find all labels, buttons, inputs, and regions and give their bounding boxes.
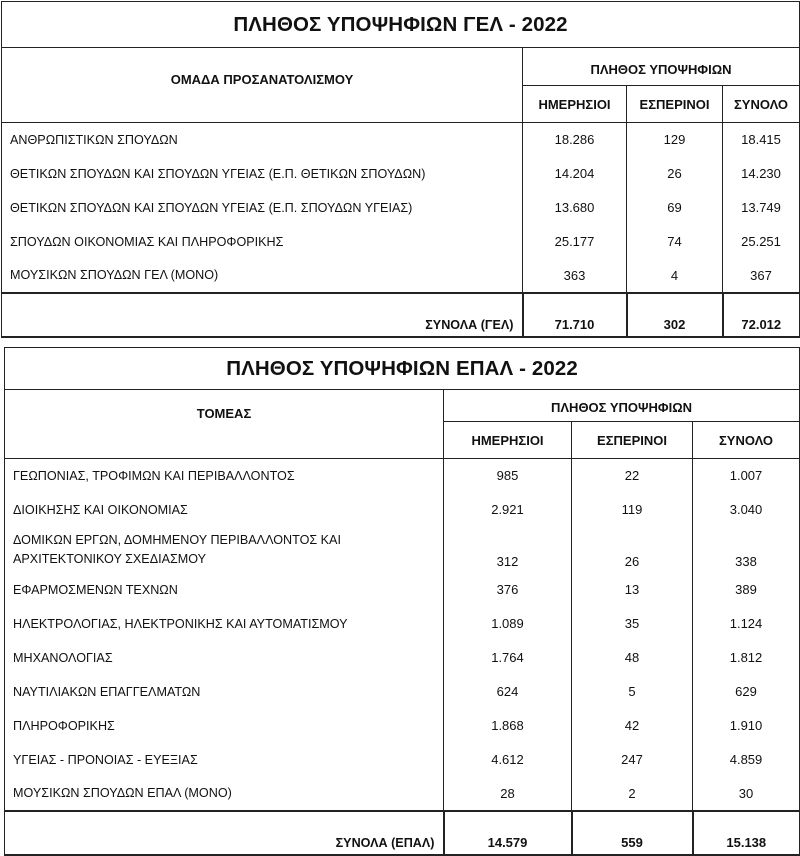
gel-table xyxy=(1,1,800,338)
table-row xyxy=(5,777,800,811)
cell-total: 367 xyxy=(723,259,800,293)
totals-evening: 559 xyxy=(572,811,693,855)
gel-col-total: ΣΥΝΟΛΟ xyxy=(723,86,800,123)
row-label: ΜΟΥΣΙΚΩΝ ΣΠΟΥΔΩΝ ΕΠΑΛ (ΜΟΝΟ) xyxy=(5,777,444,811)
cell-evening: 26 xyxy=(627,157,723,191)
table-row xyxy=(5,743,800,777)
row-label: ΝΑΥΤΙΛΙΑΚΩΝ ΕΠΑΓΓΕΛΜΑΤΩΝ xyxy=(5,675,444,709)
table-row xyxy=(5,675,800,709)
cell-total: 3.040 xyxy=(693,493,800,527)
cell-total: 18.415 xyxy=(723,123,800,157)
epal-group-header: ΤΟΜΕΑΣ xyxy=(5,390,444,459)
cell-day: 985 xyxy=(444,459,572,493)
row-label: ΕΦΑΡΜΟΣΜΕΝΩΝ ΤΕΧΝΩΝ xyxy=(5,573,444,607)
cell-total: 1.910 xyxy=(693,709,800,743)
totals-evening: 302 xyxy=(627,293,723,337)
cell-day: 4.612 xyxy=(444,743,572,777)
epal-table xyxy=(4,347,800,856)
totals-row xyxy=(2,293,800,337)
totals-total: 15.138 xyxy=(693,811,800,855)
gel-count-header: ΠΛΗΘΟΣ ΥΠΟΨΗΦΙΩΝ xyxy=(523,48,800,86)
cell-day: 376 xyxy=(444,573,572,607)
row-label: ΥΓΕΙΑΣ - ΠΡΟΝΟΙΑΣ - ΕΥΕΞΙΑΣ xyxy=(5,743,444,777)
table-row xyxy=(2,191,800,225)
cell-total: 4.859 xyxy=(693,743,800,777)
cell-evening: 74 xyxy=(627,225,723,259)
cell-evening: 35 xyxy=(572,607,693,641)
gel-col-day: ΗΜΕΡΗΣΙΟΙ xyxy=(523,86,627,123)
cell-total: 25.251 xyxy=(723,225,800,259)
cell-evening: 13 xyxy=(572,573,693,607)
cell-day: 624 xyxy=(444,675,572,709)
cell-total: 1.124 xyxy=(693,607,800,641)
table-row xyxy=(5,641,800,675)
cell-total: 1.007 xyxy=(693,459,800,493)
row-label: ΔΟΜΙΚΩΝ ΕΡΓΩΝ, ΔΟΜΗΜΕΝΟΥ ΠΕΡΙΒΑΛΛΟΝΤΟΣ ΚΑΙ ΑΡΧΙΤΕΚΤΟΝΙΚΟΥ ΣΧΕΔΙΑΣΜΟΥ xyxy=(5,527,444,573)
totals-label: ΣΥΝΟΛΑ (ΕΠΑΛ) xyxy=(5,811,444,855)
cell-day: 363 xyxy=(523,259,627,293)
table-row xyxy=(2,123,800,157)
cell-day: 28 xyxy=(444,777,572,811)
row-label: ΓΕΩΠΟΝΙΑΣ, ΤΡΟΦΙΜΩΝ ΚΑΙ ΠΕΡΙΒΑΛΛΟΝΤΟΣ xyxy=(5,459,444,493)
row-label: ΗΛΕΚΤΡΟΛΟΓΙΑΣ, ΗΛΕΚΤΡΟΝΙΚΗΣ ΚΑΙ ΑΥΤΟΜΑΤΙΣΜΟΥ xyxy=(5,607,444,641)
cell-evening: 48 xyxy=(572,641,693,675)
cell-total: 629 xyxy=(693,675,800,709)
cell-total: 13.749 xyxy=(723,191,800,225)
table-row xyxy=(5,459,800,493)
totals-row xyxy=(5,811,800,855)
cell-day: 1.764 xyxy=(444,641,572,675)
table-row xyxy=(5,573,800,607)
table-row xyxy=(2,225,800,259)
gel-col-evening: ΕΣΠΕΡΙΝΟΙ xyxy=(627,86,723,123)
cell-total: 30 xyxy=(693,777,800,811)
cell-day: 2.921 xyxy=(444,493,572,527)
epal-count-header: ΠΛΗΘΟΣ ΥΠΟΨΗΦΙΩΝ xyxy=(444,390,800,422)
cell-total: 338 xyxy=(693,527,800,573)
cell-evening: 2 xyxy=(572,777,693,811)
cell-total: 1.812 xyxy=(693,641,800,675)
cell-evening: 119 xyxy=(572,493,693,527)
totals-day: 71.710 xyxy=(523,293,627,337)
totals-day: 14.579 xyxy=(444,811,572,855)
cell-evening: 247 xyxy=(572,743,693,777)
row-label: ΘΕΤΙΚΩΝ ΣΠΟΥΔΩΝ ΚΑΙ ΣΠΟΥΔΩΝ ΥΓΕΙΑΣ (Ε.Π. ΣΠΟΥΔΩΝ ΥΓΕΙΑΣ) xyxy=(2,191,523,225)
cell-evening: 42 xyxy=(572,709,693,743)
gel-group-header: ΟΜΑΔΑ ΠΡΟΣΑΝΑΤΟΛΙΣΜΟΥ xyxy=(2,48,523,123)
cell-day: 18.286 xyxy=(523,123,627,157)
table-row xyxy=(5,709,800,743)
cell-evening: 5 xyxy=(572,675,693,709)
epal-col-evening: ΕΣΠΕΡΙΝΟΙ xyxy=(572,422,693,459)
cell-day: 14.204 xyxy=(523,157,627,191)
epal-col-total: ΣΥΝΟΛΟ xyxy=(693,422,800,459)
cell-total: 14.230 xyxy=(723,157,800,191)
cell-evening: 4 xyxy=(627,259,723,293)
table-row xyxy=(2,259,800,293)
table-row xyxy=(5,607,800,641)
epal-col-day: ΗΜΕΡΗΣΙΟΙ xyxy=(444,422,572,459)
table-row xyxy=(5,527,800,573)
cell-evening: 22 xyxy=(572,459,693,493)
cell-day: 25.177 xyxy=(523,225,627,259)
row-label: ΑΝΘΡΩΠΙΣΤΙΚΩΝ ΣΠΟΥΔΩΝ xyxy=(2,123,523,157)
cell-day: 1.868 xyxy=(444,709,572,743)
epal-table-title: ΠΛΗΘΟΣ ΥΠΟΨΗΦΙΩΝ ΕΠΑΛ - 2022 xyxy=(5,348,800,390)
cell-total: 389 xyxy=(693,573,800,607)
row-label: ΘΕΤΙΚΩΝ ΣΠΟΥΔΩΝ ΚΑΙ ΣΠΟΥΔΩΝ ΥΓΕΙΑΣ (Ε.Π. ΘΕΤΙΚΩΝ ΣΠΟΥΔΩΝ) xyxy=(2,157,523,191)
row-label: ΔΙΟΙΚΗΣΗΣ ΚΑΙ ΟΙΚΟΝΟΜΙΑΣ xyxy=(5,493,444,527)
totals-total: 72.012 xyxy=(723,293,800,337)
cell-day: 1.089 xyxy=(444,607,572,641)
row-label: ΣΠΟΥΔΩΝ ΟΙΚΟΝΟΜΙΑΣ ΚΑΙ ΠΛΗΡΟΦΟΡΙΚΗΣ xyxy=(2,225,523,259)
row-label: ΜΟΥΣΙΚΩΝ ΣΠΟΥΔΩΝ ΓΕΛ (ΜΟΝΟ) xyxy=(2,259,523,293)
cell-evening: 69 xyxy=(627,191,723,225)
cell-evening: 26 xyxy=(572,527,693,573)
table-row xyxy=(5,493,800,527)
cell-day: 312 xyxy=(444,527,572,573)
gel-table-title: ΠΛΗΘΟΣ ΥΠΟΨΗΦΙΩΝ ΓΕΛ - 2022 xyxy=(2,2,800,48)
cell-day: 13.680 xyxy=(523,191,627,225)
row-label: ΜΗΧΑΝΟΛΟΓΙΑΣ xyxy=(5,641,444,675)
table-row xyxy=(2,157,800,191)
cell-evening: 129 xyxy=(627,123,723,157)
row-label: ΠΛΗΡΟΦΟΡΙΚΗΣ xyxy=(5,709,444,743)
totals-label: ΣΥΝΟΛΑ (ΓΕΛ) xyxy=(2,293,523,337)
